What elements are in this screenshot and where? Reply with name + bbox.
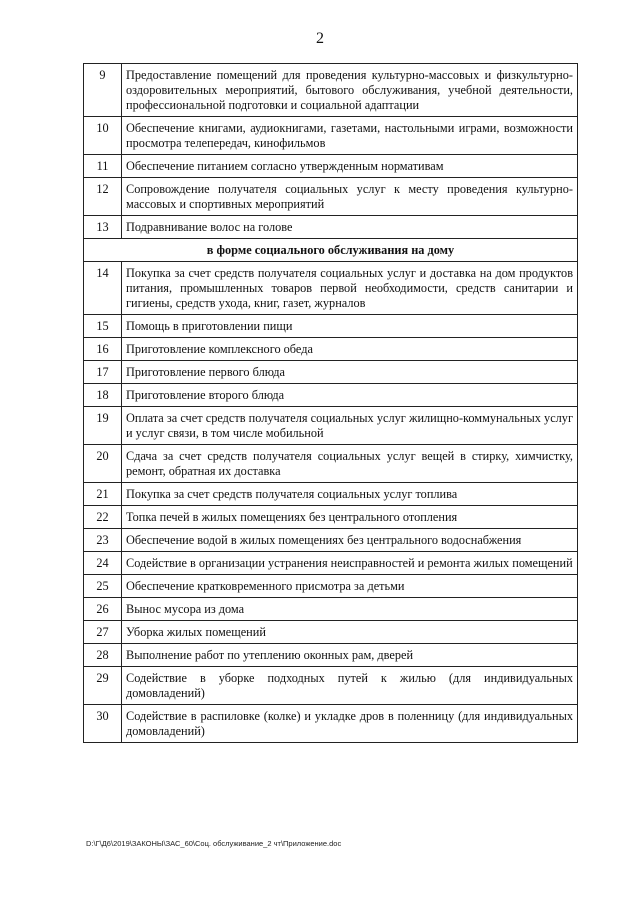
service-description: Содействие в уборке подходных путей к жилью (для индивидуальных домовладений) xyxy=(122,667,578,705)
row-number: 21 xyxy=(84,483,122,506)
table-row xyxy=(84,705,578,743)
services-table xyxy=(83,63,578,743)
table-row xyxy=(84,529,578,552)
service-description: Содействие в организации устранения неисправностей и ремонта жилых помещений xyxy=(122,552,578,575)
table-row xyxy=(84,361,578,384)
service-description: Подравнивание волос на голове xyxy=(122,216,578,239)
table-row xyxy=(84,598,578,621)
row-number: 17 xyxy=(84,361,122,384)
page-number: 2 xyxy=(316,30,324,47)
service-description: Оплата за счет средств получателя социальных услуг жилищно-коммунальных услуг и услуг связи, в том числе мобильной xyxy=(122,407,578,445)
file-path-footer: D:\Г\Д6\2019\ЗАКОНЫ\ЗАС_60\Соц. обслуживание_2 чт\Приложение.doc xyxy=(86,839,342,848)
service-description: Содействие в распиловке (колке) и укладке дров в поленницу (для индивидуальных домовладений) xyxy=(122,705,578,743)
row-number: 22 xyxy=(84,506,122,529)
service-description: Приготовление первого блюда xyxy=(122,361,578,384)
table-row xyxy=(84,552,578,575)
section-header: в форме социального обслуживания на дому xyxy=(84,239,578,262)
table-row xyxy=(84,575,578,598)
row-number: 26 xyxy=(84,598,122,621)
table-row xyxy=(84,483,578,506)
service-description: Выполнение работ по утеплению оконных рам, дверей xyxy=(122,644,578,667)
row-number: 20 xyxy=(84,445,122,483)
service-description: Покупка за счет средств получателя социальных услуг топлива xyxy=(122,483,578,506)
row-number: 23 xyxy=(84,529,122,552)
table-row xyxy=(84,384,578,407)
service-description: Помощь в приготовлении пищи xyxy=(122,315,578,338)
row-number: 15 xyxy=(84,315,122,338)
row-number: 18 xyxy=(84,384,122,407)
row-number: 14 xyxy=(84,262,122,315)
service-description: Предоставление помещений для проведения культурно-массовых и физкультурно-оздоровительных мероприятий, бытового обслуживания, учебной деятельности, профессиональной подготовки и социальной адаптации xyxy=(122,64,578,117)
table-row xyxy=(84,667,578,705)
row-number: 29 xyxy=(84,667,122,705)
service-description: Сопровождение получателя социальных услуг к месту проведения культурно-массовых и спортивных мероприятий xyxy=(122,178,578,216)
table-row xyxy=(84,117,578,155)
table-row xyxy=(84,407,578,445)
row-number: 10 xyxy=(84,117,122,155)
row-number: 25 xyxy=(84,575,122,598)
service-description: Обеспечение питанием согласно утвержденным нормативам xyxy=(122,155,578,178)
table-row xyxy=(84,178,578,216)
row-number: 24 xyxy=(84,552,122,575)
table-row xyxy=(84,644,578,667)
service-description: Вынос мусора из дома xyxy=(122,598,578,621)
service-description: Обеспечение водой в жилых помещениях без центрального водоснабжения xyxy=(122,529,578,552)
service-description: Покупка за счет средств получателя социальных услуг и доставка на дом продуктов питания, промышленных товаров первой необходимости, средств санитарии и гигиены, средств ухода, книг, газет, журналов xyxy=(122,262,578,315)
section-header-row xyxy=(84,239,578,262)
table-row xyxy=(84,315,578,338)
service-description: Приготовление второго блюда xyxy=(122,384,578,407)
row-number: 28 xyxy=(84,644,122,667)
table-row xyxy=(84,621,578,644)
table-row xyxy=(84,338,578,361)
service-description: Обеспечение книгами, аудиокнигами, газетами, настольными играми, возможности просмотра телепередач, кинофильмов xyxy=(122,117,578,155)
row-number: 27 xyxy=(84,621,122,644)
service-description: Сдача за счет средств получателя социальных услуг вещей в стирку, химчистку, ремонт, обратная их доставка xyxy=(122,445,578,483)
row-number: 19 xyxy=(84,407,122,445)
row-number: 13 xyxy=(84,216,122,239)
row-number: 12 xyxy=(84,178,122,216)
table-row xyxy=(84,445,578,483)
table-row xyxy=(84,506,578,529)
table-row xyxy=(84,64,578,117)
table-row xyxy=(84,262,578,315)
row-number: 9 xyxy=(84,64,122,117)
row-number: 11 xyxy=(84,155,122,178)
row-number: 16 xyxy=(84,338,122,361)
table-row xyxy=(84,216,578,239)
row-number: 30 xyxy=(84,705,122,743)
service-description: Топка печей в жилых помещениях без центрального отопления xyxy=(122,506,578,529)
table-row xyxy=(84,155,578,178)
service-description: Обеспечение кратковременного присмотра за детьми xyxy=(122,575,578,598)
service-description: Уборка жилых помещений xyxy=(122,621,578,644)
service-description: Приготовление комплексного обеда xyxy=(122,338,578,361)
